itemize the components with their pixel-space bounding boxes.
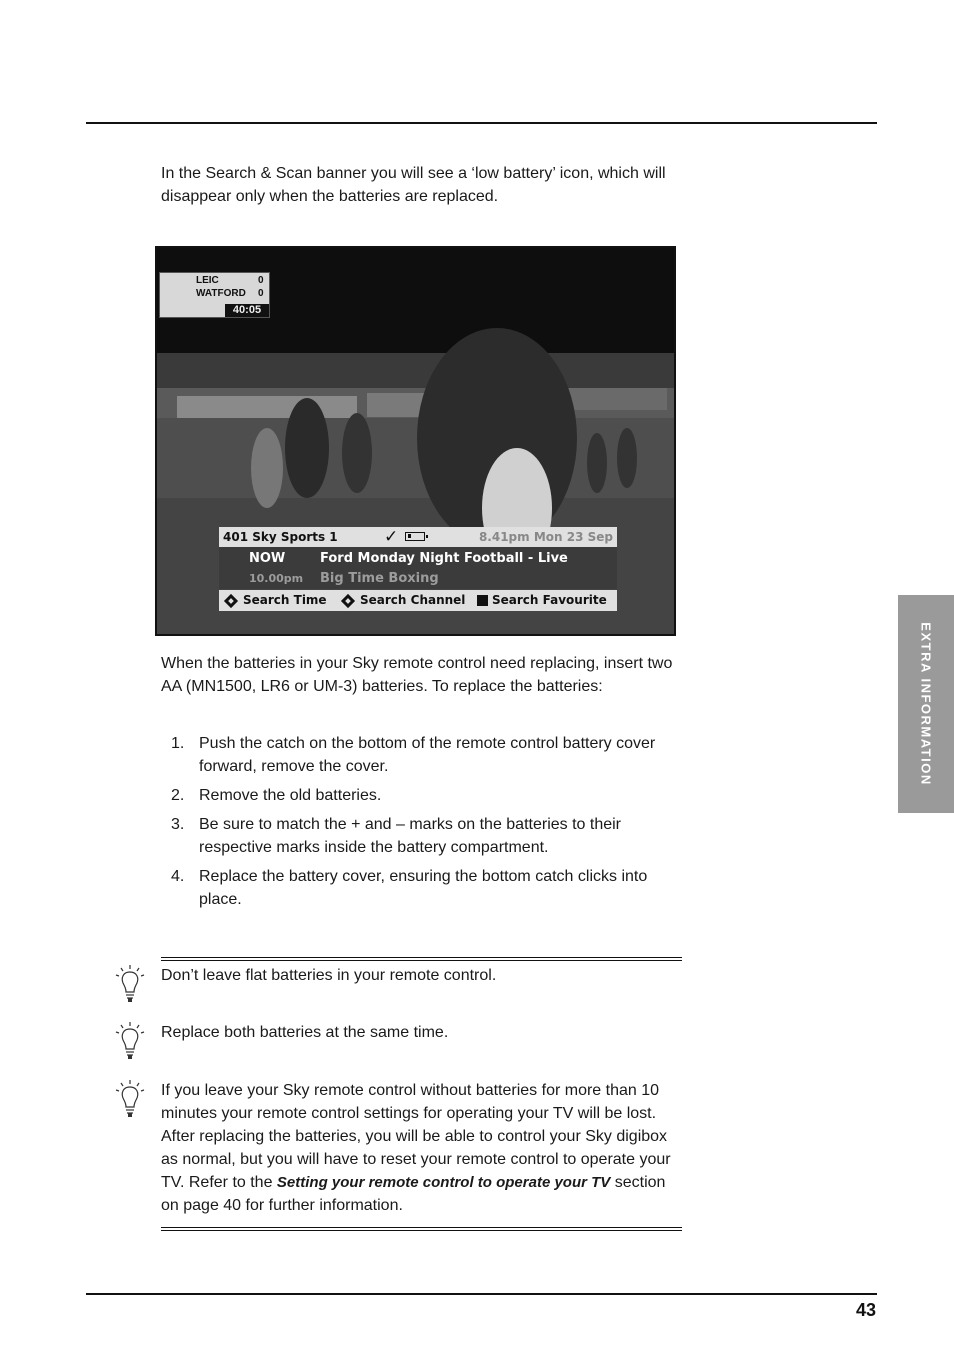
now-row [219,549,617,569]
step-number: 3. [171,816,185,833]
now-label: NOW [249,551,286,566]
tip-text-part: section on page 40 for further information. [161,1174,666,1214]
banner-top-row [219,527,617,547]
step-item [161,732,686,778]
footer-rule [86,1293,877,1295]
header-rule [86,122,877,124]
tip-text [161,1079,683,1217]
step-number: 2. [171,787,185,804]
score-row-home [196,275,264,286]
next-row [219,569,617,589]
section-side-tab [898,595,954,813]
step-item [161,813,686,859]
score-home: 0 [258,275,264,286]
now-programme: Ford Monday Night Football - Live [320,551,568,566]
match-clock: 40:05 [225,304,269,317]
next-time: 10.00pm [249,572,304,585]
step-text: Push the catch on the bottom of the remote control battery cover forward, remove the cover. [199,735,656,775]
section-side-tab-label: EXTRA INFORMATION [918,622,934,786]
intro-paragraph: In the Search & Scan banner you will see a ‘low battery’ icon, which will disappear only when the batteries are replaced. [161,165,666,205]
step-item [161,784,686,807]
search-time-button[interactable] [224,590,327,611]
step-number: 4. [171,868,185,885]
low-battery-icon [405,532,425,541]
banner-button-row [219,590,617,611]
next-programme: Big Time Boxing [320,571,439,586]
step-number: 1. [171,735,185,752]
checkmark-icon: ✓ [384,527,399,547]
lightbulb-icon [113,964,149,1004]
search-favourite-button[interactable] [477,590,607,611]
cross-reference-link[interactable]: Setting your remote control to operate your TV [276,1174,611,1191]
navigate-diamond-icon [224,594,238,608]
score-panel [159,272,270,318]
replacement-steps [161,732,686,917]
team-away: WATFORD [196,288,246,299]
tip-text: Don’t leave flat batteries in your remote control. [161,967,497,984]
score-away: 0 [258,288,264,299]
search-favourite-label: Search Favourite [492,593,607,607]
square-icon [477,595,488,606]
programme-listing [219,547,617,589]
step-text: Be sure to match the + and – marks on the batteries to their respective marks inside the battery compartment. [199,816,622,856]
lightbulb-icon [113,1079,149,1119]
tips-top-rule [161,957,682,961]
lightbulb-icon [113,1021,149,1061]
step-text: Replace the battery cover, ensuring the bottom catch clicks into place. [199,868,648,908]
search-channel-label: Search Channel [360,593,466,607]
page-number: 43 [855,1300,876,1320]
search-channel-button[interactable] [341,590,465,611]
team-home: LEIC [196,275,219,286]
batteries-paragraph: When the batteries in your Sky remote control need replacing, insert two AA (MN1500, LR6 or UM-3) batteries. To replace the batteries: [161,655,673,695]
step-text: Remove the old batteries. [199,787,382,804]
search-scan-banner [219,527,617,611]
tv-screenshot [155,246,676,636]
score-row-away [196,288,264,299]
channel-name: 401 Sky Sports 1 [223,530,338,544]
banner-datetime: 8.41pm Mon 23 Sep [478,530,613,544]
search-time-label: Search Time [243,593,327,607]
navigate-diamond-icon [341,594,355,608]
tip-text: Replace both batteries at the same time. [161,1024,449,1041]
tips-bottom-rule [161,1227,682,1231]
step-item [161,865,686,911]
tip-text-part: If you leave your Sky remote control without batteries for more than 10 minutes your remote control settings for operating your TV will be lost. After replacing the batteries, you will be able to control your Sky digibox as normal, but you will have to reset your remote control to operate your TV. Refer to the [161,1082,671,1191]
